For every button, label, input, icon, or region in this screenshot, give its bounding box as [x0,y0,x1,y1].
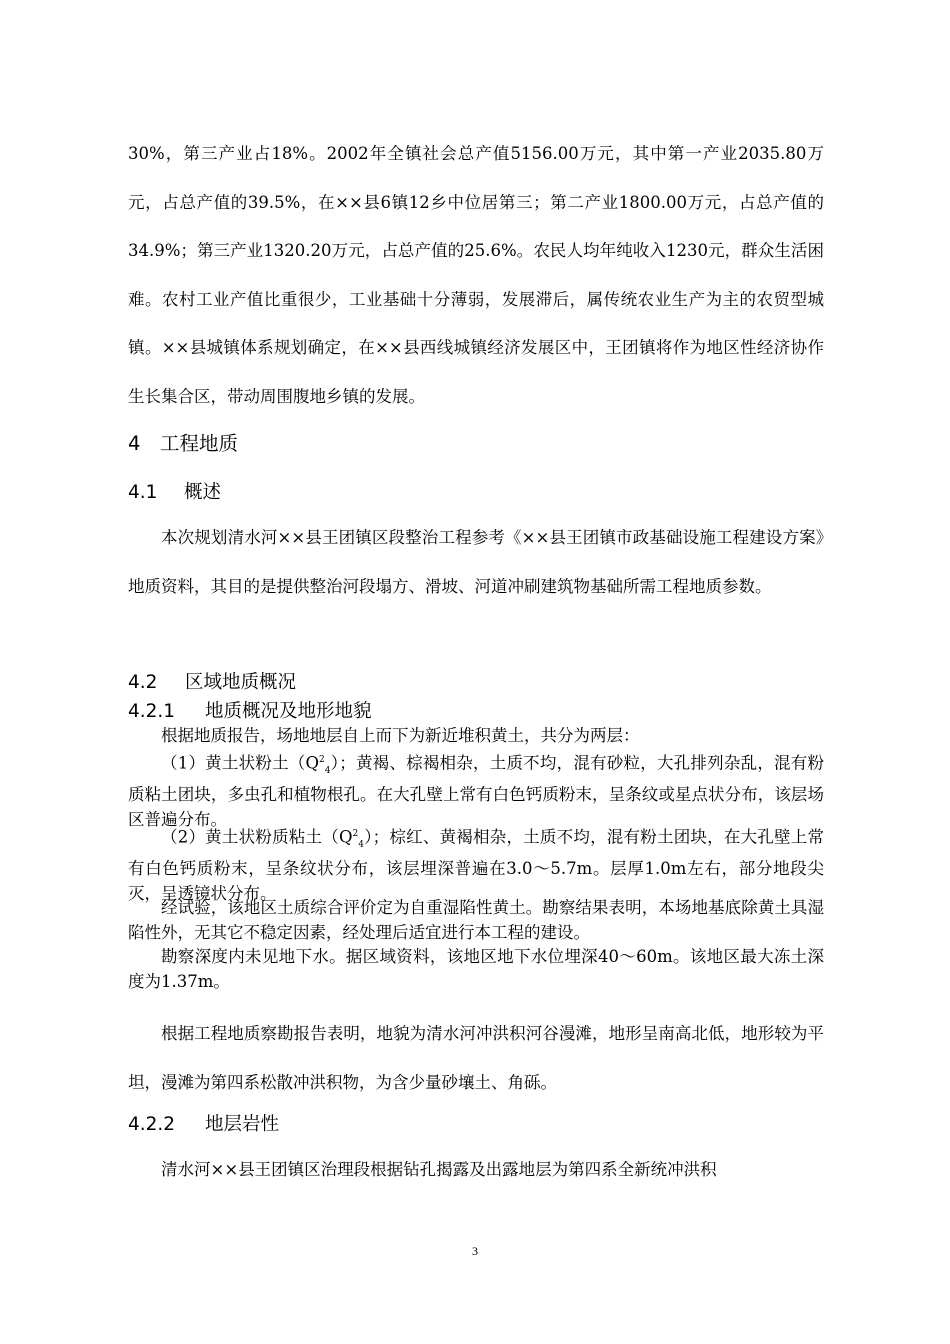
heading-4 [128,428,238,456]
layer-1-sup: 2 [319,755,325,765]
heading-number: 4.2.1 [128,701,176,722]
heading-title: 地层岩性 [205,1114,280,1135]
paragraph-strata-intro: 根据地质报告，场地地层自上而下为新近堆积黄土，共分为两层： [161,726,640,745]
layer-2-text-b: ）；棕红、黄褐相杂，土质不均，混有粉土团块，在大孔壁上常有白色钙质粉末，呈条纹状分布，该层埋深普遍在3.0～5.7m。层厚1.0m左右，部分地段尖灭，呈透镜状分布。 [128,827,825,903]
layer-2-sub: 4 [358,839,364,850]
layer-2-text-a: （2）黄土状粉质粘土（Q [161,827,353,847]
paragraph-groundwater: 勘察深度内未见地下水。据区域资料，该地区地下水位埋深40～60m。该地区最大冻土深度为1.37m。 [128,947,824,991]
heading-4-1 [128,478,221,504]
heading-number: 4.2 [128,672,158,693]
heading-4-2-2 [128,1110,279,1136]
paragraph-layer-1 [128,748,824,832]
heading-4-2 [128,668,296,694]
heading-title: 地质概况及地形地貌 [205,701,372,722]
paragraph-lithology: 清水河××县王团镇区治理段根据钻孔揭露及出露地层为第四系全新统冲洪积 [161,1160,717,1179]
heading-number: 4.2.2 [128,1114,176,1135]
heading-title: 工程地质 [160,432,239,455]
paragraph-test-result: 经试验，该地区土质综合评价定为自重湿陷性黄土。勘察结果表明，本场地基底除黄土具湿陷性外，无其它不稳定因素，经处理后适宜进行本工程的建设。 [128,898,824,942]
layer-1-text-a: （1）黄土状粉土（Q [161,753,320,773]
layer-1-sub: 4 [324,765,331,776]
layer-2-sup: 2 [352,829,359,839]
heading-title: 概述 [184,482,222,503]
paragraph-landform: 根据工程地质察勘报告表明，地貌为清水河冲洪积河谷漫滩，地形呈南高北低，地形较为平坦，漫滩为第四系松散冲洪积物，为含少量砂壤土、角砾。 [128,1024,824,1092]
heading-number: 4.1 [128,482,158,503]
layer-1-text-b: ）；黄褐、棕褐相杂，土质不均，混有砂粒，大孔排列杂乱，混有粉质粘土团块，多虫孔和植物根孔。在大孔壁上常有白色钙质粉末，呈条纹或星点状分布，该层场区普遍分布。 [128,753,824,829]
paragraph-economy: 30%，第三产业占18%。2002年全镇社会总产值5156.00万元，其中第一产业2035.80万元，占总产值的39.5%，在××县6镇12乡中位居第三；第二产业1800.00万元，占总产值的34.9%；第三产业1320.20万元，占总产值的25.6%。农民人均年纯收入1230元，群众生活困难。农村工业产值比重很少，工业基础十分薄弱，发展滞后，属传统农业生产为主的农贸型城镇。××县城镇体系规划确定，在××县西线城镇经济发展区中，王团镇将作为地区性经济协作生长集合区，带动周围腹地乡镇的发展。 [128,144,824,406]
page-number: 3 [472,1244,478,1258]
paragraph-overview: 本次规划清水河××县王团镇区段整治工程参考《××县王团镇市政基础设施工程建设方案》地质资料，其目的是提供整治河段塌方、滑坡、河道冲刷建筑物基础所需工程地质参数。 [128,528,824,596]
heading-number: 4 [128,432,141,455]
heading-title: 区域地质概况 [185,672,297,693]
paragraph-layer-2 [128,822,824,906]
heading-4-2-1 [128,697,372,723]
